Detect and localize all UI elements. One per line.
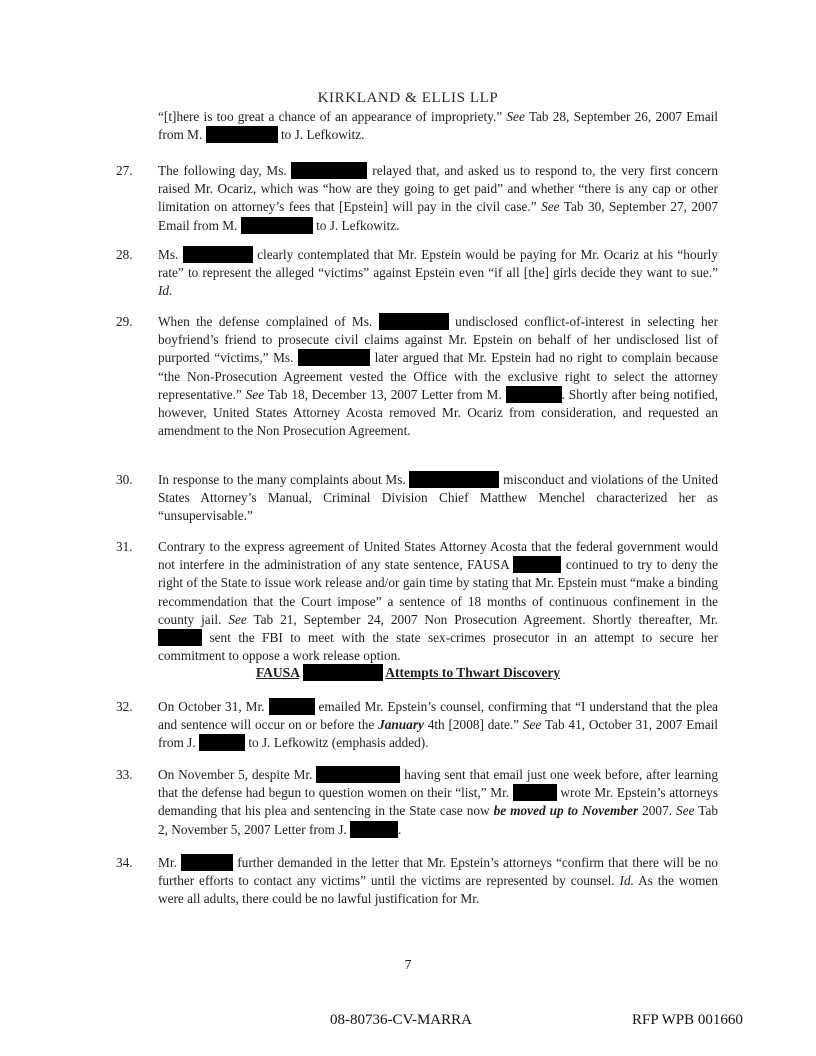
paragraph-body — [158, 538, 718, 665]
text: Ms. — [158, 247, 179, 262]
paragraph-body — [158, 313, 718, 440]
text: Tab 2, November 5, 2007 Letter from J. — [158, 803, 719, 837]
text: Mr. — [158, 855, 177, 870]
text: misconduct and violations of the United States Attorney’s Manual, Criminal Division Chief Matthew Menchel characterized her as “unsupervisable.” — [158, 472, 718, 524]
paragraph-body — [158, 698, 718, 753]
redaction-block — [199, 734, 245, 751]
signal-see: See — [541, 199, 560, 215]
redaction-block — [183, 246, 253, 263]
paragraph-body — [158, 766, 718, 839]
text: The following day, Ms. — [158, 163, 287, 178]
paragraph-number: 34. — [116, 855, 133, 870]
case-number: 08-80736-CV-MARRA — [330, 1012, 472, 1028]
heading-text: FAUSA — [255, 665, 300, 680]
paragraph-number: 31. — [116, 539, 133, 554]
paragraph-number: 27. — [116, 163, 133, 178]
signal-see: See — [506, 109, 525, 124]
text: Tab 21, September 24, 2007 Non Prosecution Agreement. Shortly thereafter, Mr. — [253, 611, 718, 627]
redaction-block — [409, 471, 499, 488]
bates-number: RFP WPB 001660 — [632, 1012, 743, 1028]
citation-id: Id. — [619, 873, 634, 889]
paragraph-32 — [116, 698, 726, 753]
emphasis-text: January — [378, 717, 424, 733]
text: to J. Lefkowitz. — [280, 127, 365, 143]
paragraph-29 — [116, 313, 726, 440]
redaction-block — [513, 556, 561, 573]
text: On November 5, despite Mr. — [158, 767, 313, 782]
paragraph-body — [158, 162, 718, 235]
text: continued to try to deny the right of the State to issue work release and/or gain time by stating that Mr. Epstein must “make a binding recommendation that the Court impose” a sentence of 18 months of continuous confinement in the county jail. — [158, 557, 719, 627]
text: having sent that email just one week before, after learning that the defense had begun to question women on their “list,” Mr. — [158, 767, 719, 801]
paragraph-body — [158, 246, 718, 301]
section-heading — [0, 664, 816, 681]
paragraph-34 — [116, 854, 726, 909]
text: When the defense complained of Ms. — [158, 314, 373, 329]
redaction-block — [181, 854, 233, 871]
paragraph-27 — [116, 162, 726, 235]
redaction-block — [379, 313, 449, 330]
signal-see: See — [522, 717, 542, 733]
paragraph-number: 28. — [116, 247, 133, 262]
paragraph-number: 29. — [116, 314, 133, 329]
text: . Shortly after being notified, however, United States Attorney Acosta removed Mr. Ocariz from consideration, and requested an amendment to the Non Prosecution Agreement. — [158, 386, 719, 439]
redaction-block — [298, 349, 370, 366]
text: clearly contemplated that Mr. Epstein would be paying for Mr. Ocariz at his “hourly rate” to represent the alleged “victims” against Epstein even “if all [the] girls decide they want to sue.” — [158, 247, 719, 281]
text: Tab 41, October 31, 2007 Email from J. — [158, 717, 718, 751]
text: As the women were all adults, there could be no lawful justification for Mr. — [158, 873, 718, 907]
text: emailed Mr. Epstein’s counsel, confirming that “I understand that the plea and sentence will occur on or before the — [158, 699, 719, 733]
text: 2007. — [642, 803, 673, 819]
text: to J. Lefkowitz. — [316, 217, 400, 233]
heading-text: Attempts to Thwart Discovery — [385, 665, 561, 680]
redaction-block — [291, 162, 367, 179]
citation-id: Id. — [158, 283, 173, 299]
text: to J. Lefkowitz (emphasis added). — [248, 735, 429, 751]
redaction-block — [303, 664, 383, 681]
text: . — [398, 821, 402, 837]
redaction-block — [506, 386, 562, 403]
firm-letterhead: KIRKLAND & ELLIS LLP — [317, 90, 499, 106]
paragraph-28 — [116, 246, 726, 301]
paragraph-number: 32. — [116, 699, 133, 714]
text: Tab 28, September 26, 2007 Email from M. — [158, 109, 718, 143]
redaction-block — [158, 629, 202, 646]
text: “[t]here is too great a chance of an appearance of impropriety.” — [158, 109, 503, 124]
text: later argued that Mr. Epstein had no right to complain because “the Non-Prosecution Agreement vested the Office with the exclusive right to select the attorney representative.” — [158, 350, 719, 402]
text: wrote Mr. Epstein’s attorneys demanding that his plea and sentencing in the State case now — [158, 785, 718, 819]
redaction-block — [241, 217, 313, 234]
text: relayed that, and asked us to respond to, the very first concern raised Mr. Ocariz, which was “how are they going to get paid” and whether “there is any cap or other limitation on attorney’s fees that [Epstein] will pay in the civil case.” — [158, 163, 718, 215]
paragraph-body — [158, 471, 718, 526]
redaction-block — [269, 698, 315, 715]
text: further demanded in the letter that Mr. Epstein’s attorneys “confirm that there will be no further efforts to contact any victims” until the victims are represented by counsel. — [158, 855, 719, 889]
paragraph-31 — [116, 538, 726, 665]
text: sent the FBI to meet with the state sex-crimes prosecutor in an attempt to secure her commitment to oppose a work release option. — [158, 630, 718, 664]
page-number: 7 — [404, 958, 412, 973]
paragraph-30 — [116, 471, 726, 526]
paragraph-number: 30. — [116, 472, 133, 487]
redaction-block — [316, 766, 400, 783]
signal-see: See — [245, 386, 265, 402]
paragraph-body — [158, 854, 718, 909]
continued-paragraph — [158, 108, 718, 144]
text: Contrary to the express agreement of United States Attorney Acosta that the federal government would not interfere in the administration of any state sentence, FAUSA — [158, 539, 718, 573]
signal-see: See — [228, 611, 247, 627]
text: Tab 30, September 27, 2007 Email from M. — [158, 199, 718, 233]
text: On October 31, Mr. — [158, 699, 265, 714]
paragraph-number: 33. — [116, 767, 133, 782]
paragraph-33 — [116, 766, 726, 839]
redaction-block — [206, 126, 278, 143]
text: 4th [2008] date.” — [427, 717, 520, 733]
text: In response to the many complaints about Ms. — [158, 472, 406, 487]
redaction-block — [513, 784, 557, 801]
text: undisclosed conflict-of-interest in selecting her boyfriend’s friend to prosecute civil claims against Mr. Epstein on behalf of her undisclosed list of purported “victims,” Ms. — [158, 314, 719, 366]
emphasis-text: be moved up to November — [493, 803, 639, 819]
redaction-block — [350, 821, 398, 838]
signal-see: See — [676, 803, 695, 819]
text: Tab 18, December 13, 2007 Letter from M. — [267, 386, 502, 402]
